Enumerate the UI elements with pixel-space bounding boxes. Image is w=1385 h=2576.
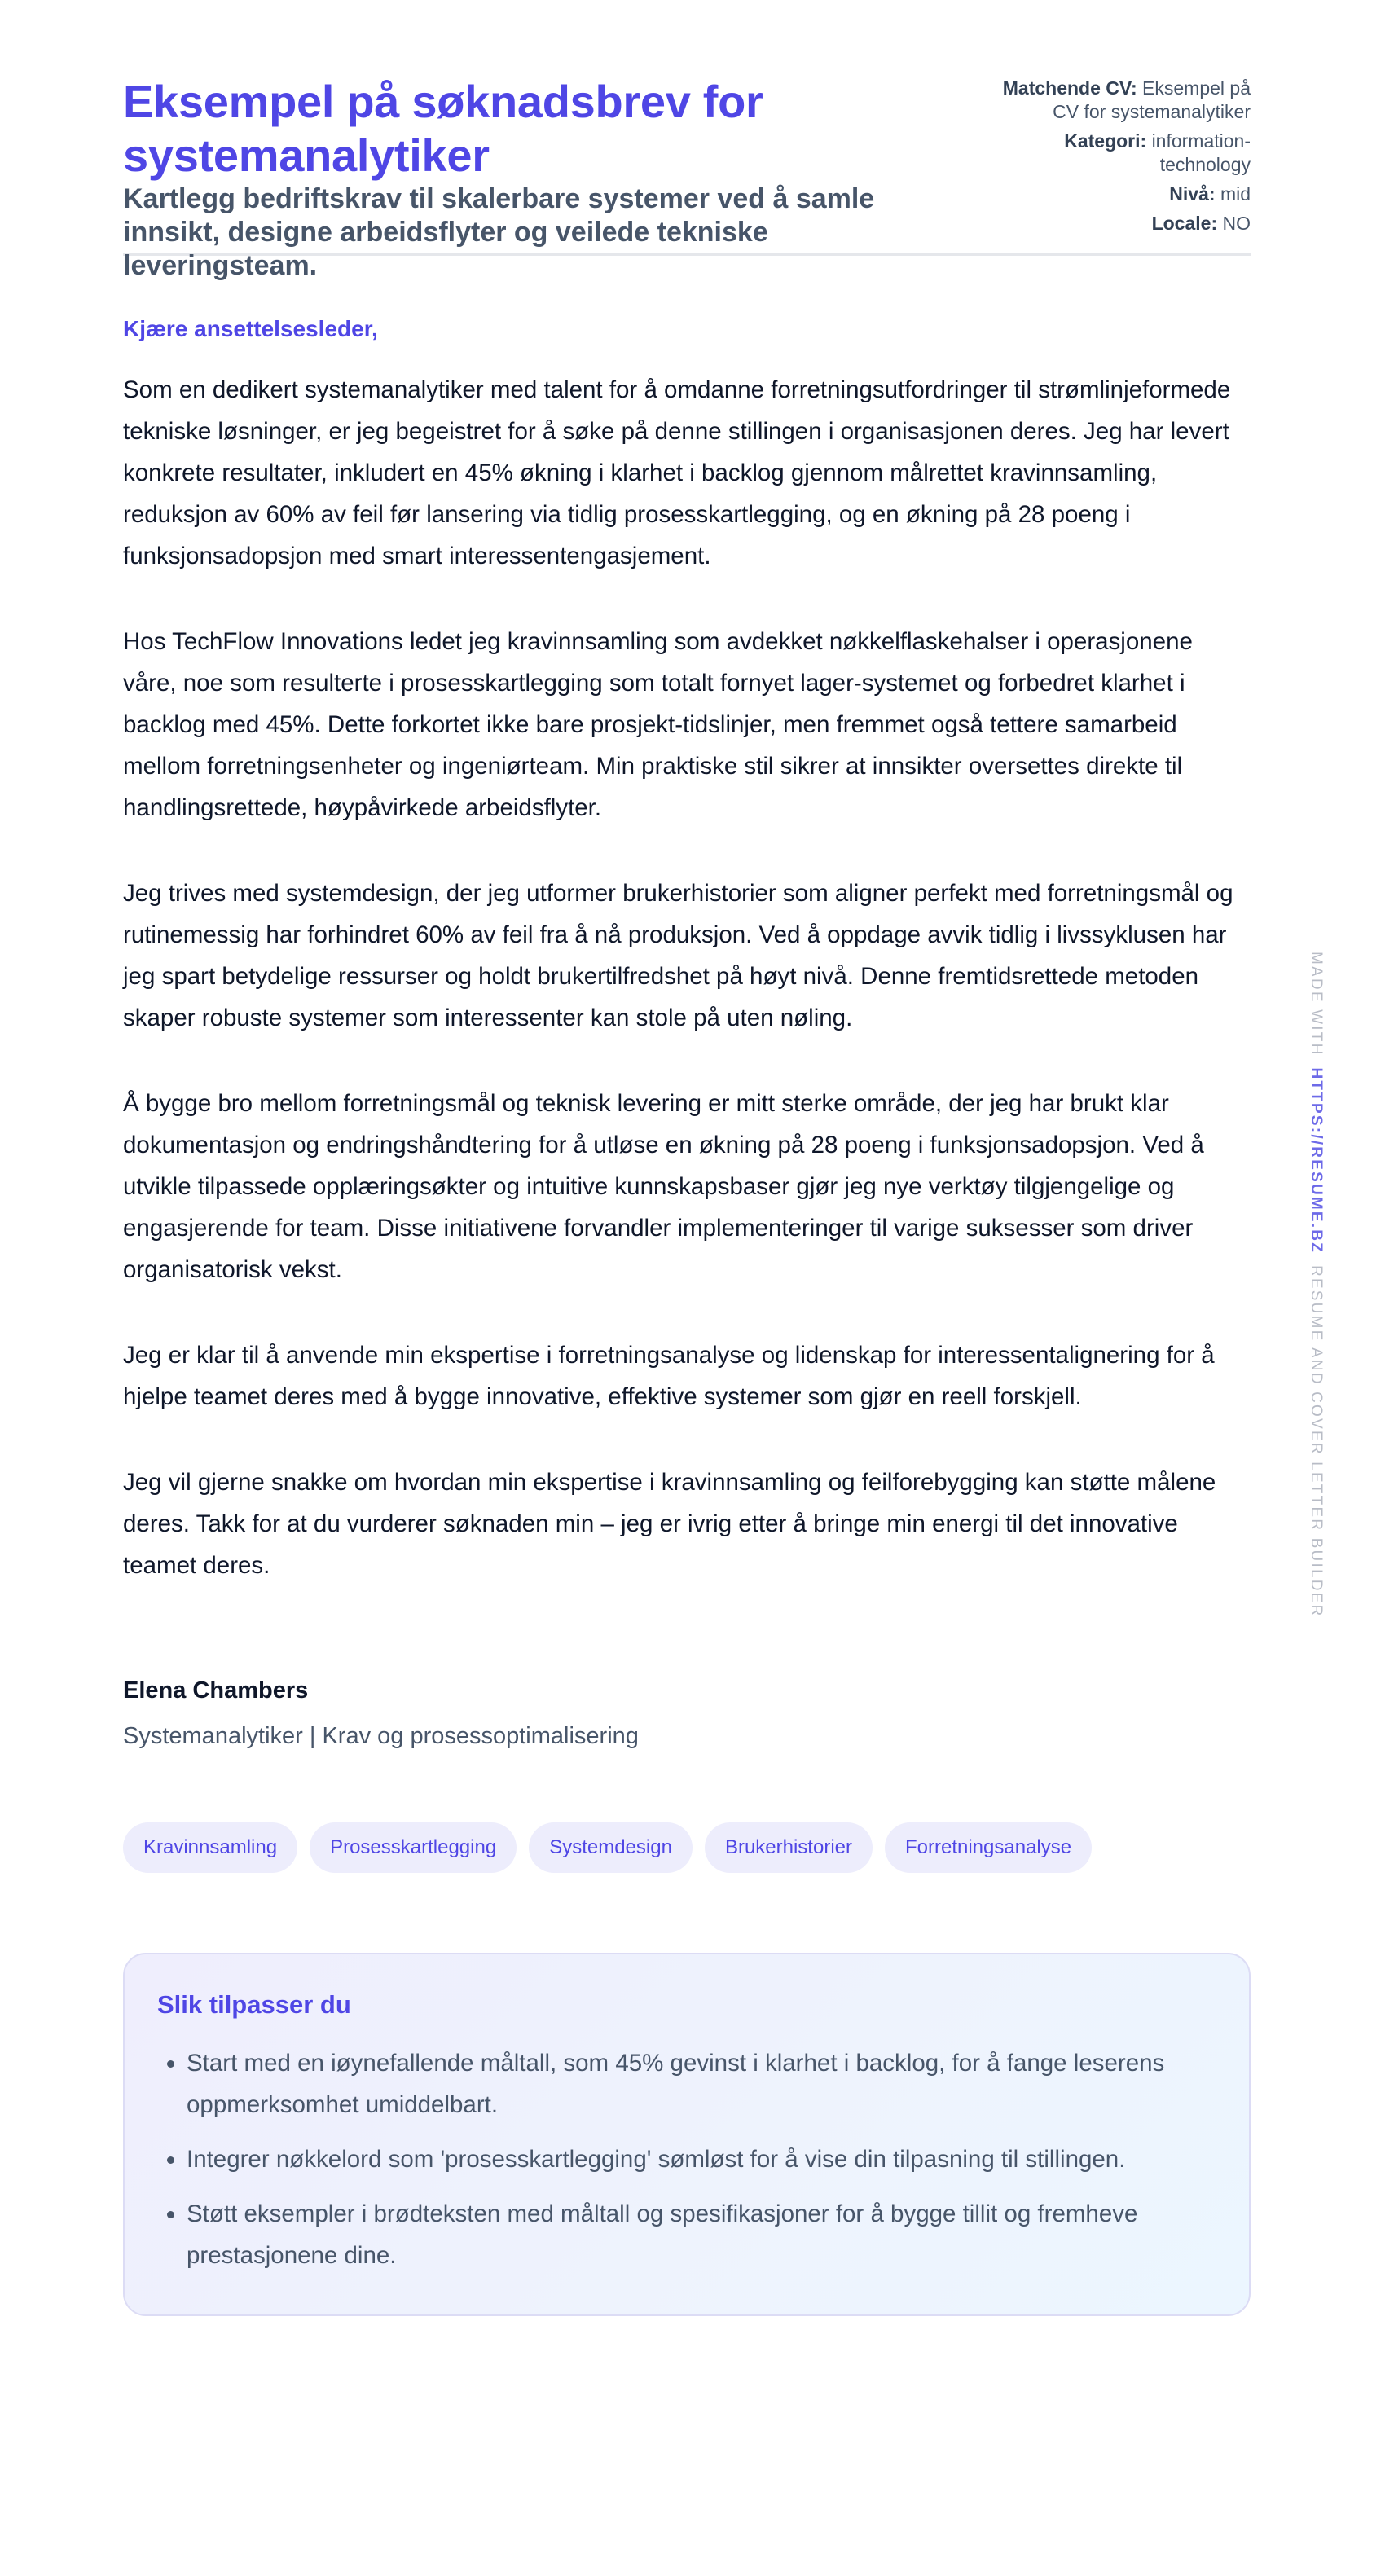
meta-label: Nivå: [1169, 183, 1216, 204]
letter-paragraph: Som en dedikert systemanalytiker med talent for å omdanne forretningsutfordringer til strømlinjeformede tekniske løsninger, er jeg begeistret for å søke på denne stillingen i organisasjonen deres. Jeg har levert konkrete resultater, inkludert en 45% økning i klarhet i backlog gjennom målrettet kravinnsamling, reduksjon av 60% av feil før lansering via tidlig prosesskartlegging, og en økning på 28 poeng i funksjonsadopsjon med smart interessentengasjement. [123, 376, 1231, 569]
meta-value-matching-cv[interactable]: Eksempel på CV for systemanalytiker [1053, 77, 1251, 122]
meta-value-category: information-technology [1151, 130, 1251, 175]
tips-list-item: • Start med en iøynefallende måltall, som 45% gevinst i klarhet i backlog, for å fange leserens oppmerksomhet umiddelbart. [187, 2042, 1216, 2125]
skill-tag[interactable]: Forretningsanalyse [885, 1822, 1092, 1873]
meta-panel [998, 77, 1251, 241]
meta-label: Matchende CV: [1002, 77, 1137, 99]
meta-label: Locale: [1151, 213, 1218, 234]
skill-tag[interactable]: Prosesskartlegging [310, 1822, 517, 1873]
meta-level [998, 182, 1251, 206]
signature [123, 1674, 1251, 1752]
tips-list-item: • Støtt eksempler i brødteksten med måltall og spesifikasjoner for å bygge tillit og fremheve prestasjonene dine. [187, 2193, 1216, 2276]
meta-matching-cv [998, 77, 1251, 124]
meta-value-locale: NO [1222, 213, 1251, 234]
tips-list [157, 2042, 1216, 2276]
page-header [123, 0, 1251, 281]
letter-paragraph: Å bygge bro mellom forretningsmål og teknisk levering er mitt sterke område, der jeg har brukt klar dokumentasjon og endringshåndtering for å utløse en økning på 28 poeng i funksjonsadopsjon. Ved å utvikle tilpassede opplæringsøkter og intuitive kunnskapsbaser gjør jeg nye verktøy tilgjengelige og engasjerende for team. Disse initiativene forvandler implementeringer til varige suksesser som driver organisatorisk vekst. [123, 1090, 1204, 1283]
skill-tag[interactable]: Kravinnsamling [123, 1822, 297, 1873]
cover-letter-page [123, 0, 1251, 2316]
letter-paragraph: Jeg er klar til å anvende min ekspertise i forretningsanalyse og lidenskap for interessentalignering for å hjelpe teamet deres med å bygge innovative, effektive systemer som gjør en reell forskjell. [123, 1342, 1215, 1410]
watermark-link[interactable]: HTTPS://RESUME.BZ [1308, 1067, 1325, 1254]
letter-paragraph: Hos TechFlow Innovations ledet jeg kravinnsamling som avdekket nøkkelflaskehalser i operasjonene våre, noe som resulterte i prosesskartlegging som totalt fornyet lager-systemet og forbedret klarhet i backlog med 45%. Dette forkortet ikke bare prosjekt-tidslinjer, men fremmet også tettere samarbeid mellom forretningsenheter og ingeniørteam. Min praktiske stil sikrer at innsikter oversettes direkte til handlingsrettede, høypåvirkede arbeidsflyter. [123, 628, 1193, 821]
meta-label: Kategori: [1064, 130, 1147, 152]
watermark-text [1307, 952, 1325, 1617]
watermark-suffix: RESUME AND COVER LETTER BUILDER [1308, 1264, 1325, 1618]
skill-tags [123, 1822, 1251, 1873]
meta-locale [998, 212, 1251, 235]
skill-tag[interactable]: Systemdesign [529, 1822, 692, 1873]
letter-greeting: Kjære ansettelsesleder, [123, 316, 378, 341]
signature-title: Systemanalytiker | Krav og prosessoptimalisering [123, 1723, 639, 1749]
meta-value-level: mid [1220, 183, 1251, 204]
signature-name: Elena Chambers [123, 1677, 309, 1703]
page-subtitle: Kartlegg bedriftskrav til skalerbare systemer ved å samle innsikt, designe arbeidsflyter og veilede tekniske leveringsteam. [123, 183, 875, 281]
watermark-prefix: MADE WITH [1308, 952, 1325, 1057]
letter-paragraph: Jeg trives med systemdesign, der jeg utformer brukerhistorier som aligner perfekt med forretningsmål og rutinemessig har forhindret 60% av feil fra å nå produksjon. Ved å oppdage avvik tidlig i livssyklusen har jeg spart betydelige ressurser og holdt brukertilfredshet på høyt nivå. Denne fremtidsrettede metoden skaper robuste systemer som interessenter kan stole på uten nøling. [123, 880, 1233, 1031]
letter-paragraph: Jeg vil gjerne snakke om hvordan min ekspertise i kravinnsamling og feilforebygging kan støtte målene deres. Takk for at du vurderer søknaden min – jeg er ivrig etter å bringe min energi til det innovative teamet deres. [123, 1469, 1216, 1579]
letter-body [123, 313, 1251, 1586]
skill-tag[interactable]: Brukerhistorier [705, 1822, 873, 1873]
page-title: Eksempel på søknadsbrev for systemanalytiker [123, 76, 763, 181]
watermark [1304, 952, 1328, 1620]
tips-list-item: • Integrer nøkkelord som 'prosesskartlegging' sømløst for å vise din tilpasning til stillingen. [187, 2139, 1216, 2180]
tips-card [123, 1953, 1251, 2316]
tips-card-title: Slik tilpasser du [157, 1990, 351, 2019]
meta-category [998, 130, 1251, 177]
